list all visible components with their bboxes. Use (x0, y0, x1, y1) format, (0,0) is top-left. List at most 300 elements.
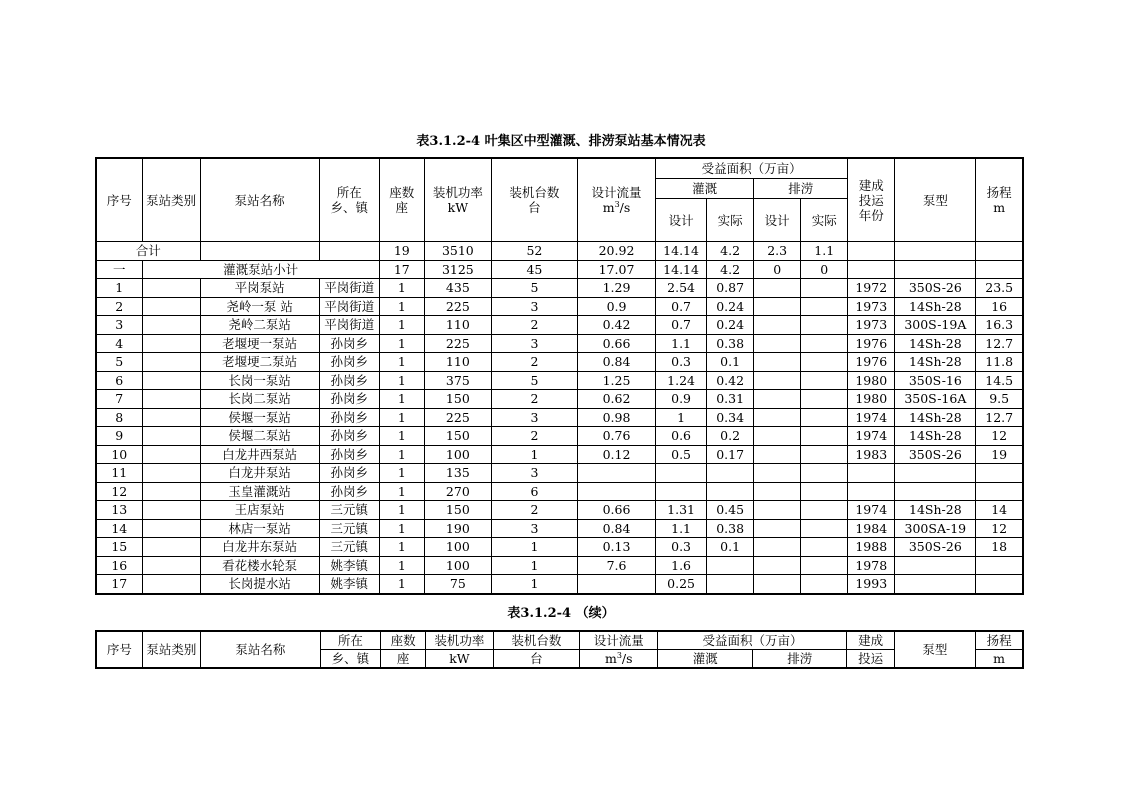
header-flow-unit-sup: 3 (614, 199, 620, 209)
cell-seq: 17 (96, 575, 142, 594)
cell-flow: 0.84 (577, 353, 655, 372)
cell-seq: 7 (96, 390, 142, 409)
cell-irr-actual (707, 482, 754, 501)
cell-flow (577, 464, 655, 483)
header-town-line1: 所在 (336, 185, 362, 200)
cell-irr-design: 1 (656, 408, 707, 427)
header-flow-unit-m: m (602, 200, 615, 215)
total-irr-actual: 4.2 (707, 242, 754, 261)
cell-units: 3 (491, 464, 577, 483)
cell-pump: 14Sh-28 (895, 334, 976, 353)
table-row (96, 297, 1023, 316)
header-year-line1: 建成 (858, 177, 884, 193)
header-flow-unit (580, 650, 658, 669)
table-row (96, 408, 1023, 427)
cell-dra-design (754, 556, 801, 575)
cell-irr-design: 0.25 (656, 575, 707, 594)
cell-head: 16 (976, 297, 1023, 316)
cell-dra-design (754, 519, 801, 538)
cell-dra-actual (801, 464, 848, 483)
header-year (848, 158, 895, 242)
header-head-line1: 扬程 (986, 185, 1012, 200)
cell-town: 孙岗乡 (319, 390, 379, 409)
cell-name: 长岗二泵站 (200, 390, 319, 409)
cell-year: 1974 (848, 427, 895, 446)
cell-head: 12 (976, 427, 1023, 446)
cell-irr-design (656, 464, 707, 483)
cell-name: 平岗泵站 (200, 279, 319, 298)
cell-town: 三元镇 (319, 519, 379, 538)
cell-irr-design: 0.7 (656, 316, 707, 335)
cell-units: 2 (491, 427, 577, 446)
cell-head: 9.5 (976, 390, 1023, 409)
table-row (96, 316, 1023, 335)
subtotal-irr-design: 14.14 (656, 260, 707, 279)
cell-power: 375 (424, 371, 491, 390)
cell-count: 1 (379, 371, 424, 390)
cell-irr-actual: 0.42 (707, 371, 754, 390)
cell-flow: 7.6 (577, 556, 655, 575)
cell-name: 看花楼水轮泵 (200, 556, 319, 575)
cell-year: 1973 (848, 316, 895, 335)
subtotal-flow: 17.07 (577, 260, 655, 279)
cell-pump (895, 575, 976, 594)
cell-town: 孙岗乡 (319, 464, 379, 483)
cell-units: 1 (491, 575, 577, 594)
cell-type (142, 501, 200, 520)
cell-dra-design (754, 464, 801, 483)
cell-head: 14.5 (976, 371, 1023, 390)
header-seq: 序号 (96, 631, 142, 668)
cell-power: 150 (424, 427, 491, 446)
total-units: 52 (491, 242, 577, 261)
cell-seq: 4 (96, 334, 142, 353)
cell-count: 1 (379, 279, 424, 298)
cell-irr-design: 1.24 (656, 371, 707, 390)
cell-dra-actual (801, 519, 848, 538)
cell-pump: 14Sh-28 (895, 353, 976, 372)
cell-pump: 14Sh-28 (895, 501, 976, 520)
table-row (96, 371, 1023, 390)
cell-year (848, 242, 895, 261)
subtotal-irr-actual: 4.2 (707, 260, 754, 279)
cell-dra-design (754, 408, 801, 427)
cell-count: 1 (379, 334, 424, 353)
header-units (491, 158, 577, 242)
cell-power: 110 (424, 353, 491, 372)
total-dra-actual: 1.1 (801, 242, 848, 261)
header-flow-unit-s: /s (621, 651, 633, 666)
cell-irr-design: 0.6 (656, 427, 707, 446)
cell-dra-design (754, 371, 801, 390)
cell-type (142, 464, 200, 483)
table-row (96, 519, 1023, 538)
cell-dra-actual (801, 427, 848, 446)
header-pump: 泵型 (895, 158, 976, 242)
cell-units: 6 (491, 482, 577, 501)
header-count-line2: 座 (395, 200, 409, 215)
cell-count: 1 (379, 556, 424, 575)
table-row (96, 427, 1023, 446)
cell-irr-design (656, 482, 707, 501)
table-row (96, 501, 1023, 520)
cell-flow: 0.12 (577, 445, 655, 464)
cell-dra-actual (801, 279, 848, 298)
cell-dra-design (754, 316, 801, 335)
cell-irr-actual (707, 464, 754, 483)
cell-head (976, 575, 1023, 594)
subtotal-dra-actual: 0 (801, 260, 848, 279)
table-row (96, 464, 1023, 483)
cell-type (142, 334, 200, 353)
header-row (96, 158, 1023, 179)
cell-flow: 0.98 (577, 408, 655, 427)
cell-head (976, 260, 1023, 279)
cell-count: 1 (379, 464, 424, 483)
cell-seq: 14 (96, 519, 142, 538)
cell-name: 林店一泵站 (200, 519, 319, 538)
header-count-line1: 座数 (381, 631, 426, 650)
cell-irr-design: 0.3 (656, 353, 707, 372)
cell-head: 18 (976, 538, 1023, 557)
cell-pump: 350S-16 (895, 371, 976, 390)
cell-irr-actual: 0.45 (707, 501, 754, 520)
header-pump: 泵型 (894, 631, 975, 668)
header-town-line1: 所在 (320, 631, 380, 650)
cell-type (142, 390, 200, 409)
cell-head: 12 (976, 519, 1023, 538)
cell-pump: 350S-26 (895, 279, 976, 298)
table-row (96, 353, 1023, 372)
cell-power: 150 (424, 501, 491, 520)
cell-irr-design: 1.6 (656, 556, 707, 575)
cell-year (848, 260, 895, 279)
subtotal-row (96, 260, 1023, 279)
cell-head: 12.7 (976, 334, 1023, 353)
table-row (96, 445, 1023, 464)
cell-dra-actual (801, 408, 848, 427)
cell-year: 1993 (848, 575, 895, 594)
cell-pump (895, 260, 976, 279)
cell-pump: 300SA-19 (895, 519, 976, 538)
cell-power: 150 (424, 390, 491, 409)
cell-irr-actual: 0.17 (707, 445, 754, 464)
cell-pump (895, 556, 976, 575)
cell-type (142, 371, 200, 390)
cell-pump: 300S-19A (895, 316, 976, 335)
cell-flow (577, 482, 655, 501)
cell-pump: 350S-26 (895, 445, 976, 464)
cell-year: 1976 (848, 334, 895, 353)
cell-power: 225 (424, 334, 491, 353)
total-dra-design: 2.3 (754, 242, 801, 261)
subtotal-units: 45 (491, 260, 577, 279)
cell-pump (895, 242, 976, 261)
cell-name: 老堰埂一泵站 (200, 334, 319, 353)
cell-irr-actual: 0.38 (707, 519, 754, 538)
cell-units: 3 (491, 334, 577, 353)
cell-town: 孙岗乡 (319, 427, 379, 446)
cell-town: 孙岗乡 (319, 353, 379, 372)
cell-power: 190 (424, 519, 491, 538)
subtotal-count: 17 (379, 260, 424, 279)
header-power-line1: 装机功率 (426, 631, 493, 650)
header-flow-unit-sup: 3 (616, 650, 622, 660)
cell-count: 1 (379, 519, 424, 538)
cell-name: 侯堰一泵站 (200, 408, 319, 427)
cell-seq: 10 (96, 445, 142, 464)
cell-head: 16.3 (976, 316, 1023, 335)
header-irrigation: 灌溉 (656, 179, 754, 199)
table-row (96, 575, 1023, 594)
cell-dra-actual (801, 334, 848, 353)
cell-irr-actual: 0.1 (707, 353, 754, 372)
cell-flow: 0.42 (577, 316, 655, 335)
cell-irr-actual (707, 556, 754, 575)
cell-year: 1976 (848, 353, 895, 372)
header-dra-actual: 实际 (801, 199, 848, 242)
cell-power: 100 (424, 445, 491, 464)
cell-type (142, 445, 200, 464)
cell-town: 三元镇 (319, 501, 379, 520)
header-count-line1: 座数 (389, 185, 415, 200)
cell-pump (895, 482, 976, 501)
header-count-line2: 座 (381, 650, 426, 669)
cell-type (142, 279, 200, 298)
cell-seq: 5 (96, 353, 142, 372)
subtotal-seq: 一 (96, 260, 142, 279)
header-town-line2: 乡、镇 (330, 200, 368, 215)
cell-town (319, 242, 379, 261)
cell-year: 1972 (848, 279, 895, 298)
cell-units: 2 (491, 353, 577, 372)
cell-name: 长岗提水站 (200, 575, 319, 594)
cell-type (142, 427, 200, 446)
cell-name: 王店泵站 (200, 501, 319, 520)
cell-dra-design (754, 445, 801, 464)
cell-pump: 14Sh-28 (895, 408, 976, 427)
cell-head: 19 (976, 445, 1023, 464)
cell-head (976, 482, 1023, 501)
cell-seq: 1 (96, 279, 142, 298)
total-count: 19 (379, 242, 424, 261)
cell-irr-design: 2.54 (656, 279, 707, 298)
cell-town: 孙岗乡 (319, 482, 379, 501)
cell-type (142, 575, 200, 594)
cell-year: 1983 (848, 445, 895, 464)
cell-dra-actual (801, 538, 848, 557)
header-flow-line1: 设计流量 (580, 631, 658, 650)
cell-head (976, 556, 1023, 575)
header-flow-unit-m: m (604, 651, 617, 666)
cell-flow: 0.9 (577, 297, 655, 316)
cell-irr-actual: 0.24 (707, 297, 754, 316)
cell-irr-actual (707, 575, 754, 594)
header-name: 泵站名称 (201, 631, 321, 668)
cell-name: 尧岭二泵站 (200, 316, 319, 335)
cell-town: 平岗街道 (319, 316, 379, 335)
cell-type (142, 408, 200, 427)
cell-dra-design (754, 297, 801, 316)
table-row (96, 482, 1023, 501)
cell-town: 孙岗乡 (319, 445, 379, 464)
cell-year: 1980 (848, 371, 895, 390)
header-area: 受益面积（万亩） (658, 631, 847, 650)
cell-units: 1 (491, 538, 577, 557)
header-type: 泵站类别 (142, 158, 200, 242)
cell-year: 1984 (848, 519, 895, 538)
cell-year: 1974 (848, 501, 895, 520)
cell-units: 5 (491, 279, 577, 298)
header-irrigation: 灌溉 (658, 650, 753, 669)
cell-dra-actual (801, 316, 848, 335)
cell-dra-actual (801, 445, 848, 464)
cell-power: 100 (424, 538, 491, 557)
total-irr-design: 14.14 (656, 242, 707, 261)
header-irr-actual: 实际 (707, 199, 754, 242)
cell-power: 270 (424, 482, 491, 501)
cell-count: 1 (379, 408, 424, 427)
header-town (319, 158, 379, 242)
cell-dra-design (754, 427, 801, 446)
cell-type (142, 316, 200, 335)
cell-irr-design: 0.7 (656, 297, 707, 316)
cell-head (976, 464, 1023, 483)
cell-flow: 0.76 (577, 427, 655, 446)
cell-dra-actual (801, 297, 848, 316)
header-irr-design: 设计 (656, 199, 707, 242)
cell-irr-actual: 0.24 (707, 316, 754, 335)
table-row (96, 279, 1023, 298)
cell-town: 平岗街道 (319, 297, 379, 316)
cell-irr-design: 1.31 (656, 501, 707, 520)
cell-dra-design (754, 353, 801, 372)
cell-units: 2 (491, 316, 577, 335)
cell-irr-design: 1.1 (656, 519, 707, 538)
cell-count: 1 (379, 297, 424, 316)
cell-dra-design (754, 390, 801, 409)
cell-seq: 13 (96, 501, 142, 520)
header-seq: 序号 (96, 158, 142, 242)
cell-name: 白龙井东泵站 (200, 538, 319, 557)
cell-name: 白龙井西泵站 (200, 445, 319, 464)
cell-irr-actual: 0.87 (707, 279, 754, 298)
cell-dra-design (754, 501, 801, 520)
cell-flow: 0.66 (577, 501, 655, 520)
header-units-line2: 台 (493, 650, 579, 669)
cell-units: 2 (491, 390, 577, 409)
cell-flow: 1.29 (577, 279, 655, 298)
header-flow-line1: 设计流量 (591, 185, 642, 200)
total-flow: 20.92 (577, 242, 655, 261)
cell-units: 1 (491, 445, 577, 464)
cell-flow: 1.25 (577, 371, 655, 390)
header-flow-unit-s: /s (619, 200, 631, 215)
cell-town: 孙岗乡 (319, 408, 379, 427)
cell-seq: 3 (96, 316, 142, 335)
cell-type (142, 538, 200, 557)
cell-pump: 350S-26 (895, 538, 976, 557)
cell-year: 1978 (848, 556, 895, 575)
header-head-line1: 扬程 (976, 631, 1023, 650)
table-row (96, 556, 1023, 575)
cell-flow: 0.66 (577, 334, 655, 353)
cell-type (142, 519, 200, 538)
cell-town: 姚李镇 (319, 575, 379, 594)
pump-station-table (95, 157, 1024, 595)
cell-town: 孙岗乡 (319, 334, 379, 353)
cell-count: 1 (379, 353, 424, 372)
cell-town: 三元镇 (319, 538, 379, 557)
cell-irr-design: 0.9 (656, 390, 707, 409)
cell-dra-design (754, 334, 801, 353)
cell-pump (895, 464, 976, 483)
header-drainage: 排涝 (752, 650, 847, 669)
header-power (424, 158, 491, 242)
header-year-line2: 投运 (847, 650, 894, 669)
cell-seq: 16 (96, 556, 142, 575)
cell-name: 白龙井泵站 (200, 464, 319, 483)
table-row (96, 334, 1023, 353)
cell-count: 1 (379, 445, 424, 464)
cell-name: 长岗一泵站 (200, 371, 319, 390)
cell-dra-design (754, 538, 801, 557)
cell-units: 3 (491, 297, 577, 316)
cell-name (200, 242, 319, 261)
cell-type (142, 353, 200, 372)
cell-year: 1980 (848, 390, 895, 409)
header-year-line2: 投运 (858, 192, 884, 208)
cell-town: 姚李镇 (319, 556, 379, 575)
header-area: 受益面积（万亩） (656, 158, 848, 179)
cell-pump: 14Sh-28 (895, 427, 976, 446)
pump-station-table-continued (95, 630, 1024, 669)
cell-head (976, 242, 1023, 261)
header-power-line2: kW (426, 650, 493, 669)
header-name: 泵站名称 (200, 158, 319, 242)
cell-head: 23.5 (976, 279, 1023, 298)
cell-town: 平岗街道 (319, 279, 379, 298)
cell-flow (577, 575, 655, 594)
cell-seq: 8 (96, 408, 142, 427)
cell-power: 100 (424, 556, 491, 575)
cell-head: 14 (976, 501, 1023, 520)
cell-dra-actual (801, 353, 848, 372)
cell-pump: 350S-16A (895, 390, 976, 409)
cell-head: 12.7 (976, 408, 1023, 427)
header-units-line2: 台 (528, 200, 541, 215)
header-type: 泵站类别 (142, 631, 200, 668)
cell-year (848, 464, 895, 483)
subtotal-label: 灌溉泵站小计 (142, 260, 379, 279)
header-head-line2: m (993, 200, 1006, 215)
header-head-line2: m (976, 650, 1023, 669)
cell-units: 5 (491, 371, 577, 390)
cell-irr-actual: 0.31 (707, 390, 754, 409)
cell-flow: 0.84 (577, 519, 655, 538)
cell-power: 135 (424, 464, 491, 483)
cell-dra-design (754, 482, 801, 501)
header-units-line1: 装机台数 (509, 185, 560, 200)
cell-seq: 12 (96, 482, 142, 501)
cell-name: 玉皇灌溉站 (200, 482, 319, 501)
cell-units: 3 (491, 519, 577, 538)
header-head (976, 158, 1023, 242)
cell-town: 孙岗乡 (319, 371, 379, 390)
cell-seq: 6 (96, 371, 142, 390)
cell-dra-design (754, 279, 801, 298)
cell-type (142, 297, 200, 316)
